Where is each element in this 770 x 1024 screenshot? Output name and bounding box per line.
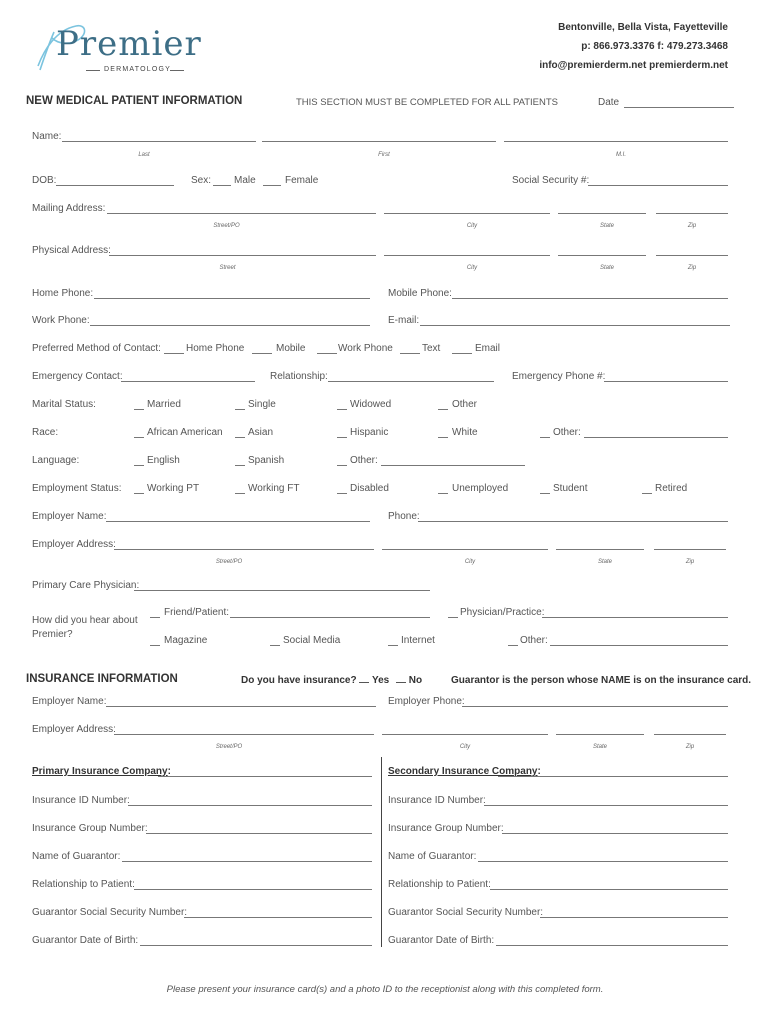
logo-tagline-rule-right	[170, 70, 184, 71]
ins-employer-zip-field[interactable]	[654, 734, 726, 735]
sex-male-label: Male	[234, 175, 256, 186]
contact-web: info@premierderm.net premierderm.net	[539, 60, 728, 71]
physical-zip-caption: Zip	[687, 265, 697, 271]
primary-guarantor-name-label: Name of Guarantor:	[32, 851, 121, 862]
hispanic-label: Hispanic	[350, 427, 389, 438]
language-other-field[interactable]	[381, 465, 525, 466]
work-phone-label: Work Phone:	[32, 315, 90, 326]
secondary-guarantor-ssn-label: Guarantor Social Security Number:	[388, 907, 544, 918]
contact-locations: Bentonville, Bella Vista, Fayetteville	[558, 22, 728, 33]
primary-group-label: Insurance Group Number:	[32, 823, 148, 834]
friend-label: Friend/Patient:	[164, 607, 230, 618]
marital-other-label: Other	[452, 399, 478, 410]
secondary-guarantor-ssn-field[interactable]	[540, 917, 728, 918]
pref-home-blank[interactable]	[164, 353, 184, 354]
mailing-state-caption: State	[599, 223, 614, 229]
sex-female-label: Female	[285, 175, 319, 186]
employer-address-label: Employer Address:	[32, 539, 116, 550]
ins-employer-name-label: Employer Name:	[32, 696, 107, 707]
ins-employer-street-field[interactable]	[114, 734, 374, 735]
physician-label: Physician/Practice:	[460, 607, 545, 618]
pref-text-blank[interactable]	[400, 353, 420, 354]
relationship-field[interactable]	[328, 381, 494, 382]
physical-zip-field[interactable]	[656, 255, 728, 256]
date-label: Date	[598, 97, 620, 108]
employer-phone-field[interactable]	[418, 521, 728, 522]
employer-state-field[interactable]	[556, 549, 644, 550]
logo-wordmark: Premier	[56, 24, 202, 64]
contact-phones: p: 866.973.3376 f: 479.273.3468	[581, 41, 728, 52]
pref-mobile-blank[interactable]	[252, 353, 272, 354]
emergency-phone-label: Emergency Phone #:	[512, 371, 606, 382]
physical-city-caption: City	[466, 265, 478, 271]
work-phone-field[interactable]	[90, 325, 370, 326]
african-american-label: African American	[147, 427, 223, 438]
mailing-street-caption: Street/PO	[213, 223, 240, 229]
working-pt-label: Working PT	[147, 483, 200, 494]
ins-employer-phone-field[interactable]	[462, 706, 728, 707]
spanish-label: Spanish	[248, 455, 285, 466]
footer-note: Please present your insurance card(s) and a photo ID to the receptionist along with this completed form.	[166, 984, 604, 995]
english-label: English	[147, 455, 180, 466]
secondary-guarantor-dob-field[interactable]	[496, 945, 728, 946]
primary-id-label: Insurance ID Number:	[32, 795, 130, 806]
emergency-contact-field[interactable]	[121, 381, 255, 382]
white-blank[interactable]	[438, 437, 448, 438]
ins-employer-city-field[interactable]	[382, 734, 548, 735]
primary-insurance-field[interactable]	[158, 776, 372, 777]
student-blank[interactable]	[540, 493, 550, 494]
physical-state-field[interactable]	[558, 255, 646, 256]
hear-other-blank[interactable]	[508, 645, 518, 646]
emergency-phone-field[interactable]	[604, 381, 728, 382]
email-field[interactable]	[420, 325, 730, 326]
employment-status-label: Employment Status:	[32, 483, 122, 494]
physical-state-caption: State	[599, 265, 614, 271]
first-name-field[interactable]	[262, 141, 496, 142]
friend-field[interactable]	[230, 617, 430, 618]
mailing-state-field[interactable]	[558, 213, 646, 214]
working-ft-blank[interactable]	[235, 493, 245, 494]
primary-guarantor-ssn-label: Guarantor Social Security Number:	[32, 907, 188, 918]
physical-address-label: Physical Address:	[32, 245, 111, 256]
secondary-guarantor-name-label: Name of Guarantor:	[388, 851, 477, 862]
race-label: Race:	[32, 427, 59, 438]
how-heard-label-line1: How did you hear about	[32, 615, 138, 626]
retired-blank[interactable]	[642, 493, 652, 494]
student-label: Student	[553, 483, 588, 494]
primary-relationship-label: Relationship to Patient:	[32, 879, 135, 890]
working-pt-blank[interactable]	[134, 493, 144, 494]
insurance-column-divider	[381, 757, 382, 947]
employer-phone-label: Phone:	[388, 511, 420, 522]
secondary-group-field[interactable]	[502, 833, 728, 834]
physical-city-field[interactable]	[384, 255, 550, 256]
mobile-phone-label: Mobile Phone:	[388, 288, 452, 299]
secondary-group-label: Insurance Group Number:	[388, 823, 504, 834]
name-label: Name:	[32, 131, 62, 142]
insurance-question-text: Do you have insurance?	[241, 675, 357, 686]
sex-label: Sex:	[191, 175, 212, 186]
primary-relationship-field[interactable]	[134, 889, 372, 890]
employer-zip-field[interactable]	[654, 549, 726, 550]
asian-blank[interactable]	[235, 437, 245, 438]
ins-employer-state-field[interactable]	[556, 734, 644, 735]
secondary-colon: :	[537, 766, 541, 777]
race-other-label: Other:	[553, 427, 581, 438]
language-other-blank[interactable]	[337, 465, 347, 466]
internet-label: Internet	[401, 635, 435, 646]
employer-city-caption: City	[464, 559, 476, 565]
physician-field[interactable]	[542, 617, 728, 618]
home-phone-field[interactable]	[94, 298, 370, 299]
internet-blank[interactable]	[388, 645, 398, 646]
secondary-guarantor-dob-label: Guarantor Date of Birth:	[388, 935, 495, 946]
race-other-field[interactable]	[584, 437, 728, 438]
pcp-label: Primary Care Physician:	[32, 580, 140, 591]
widowed-label: Widowed	[350, 399, 392, 410]
social-media-label: Social Media	[283, 635, 341, 646]
primary-guarantor-ssn-field[interactable]	[184, 917, 372, 918]
primary-guarantor-dob-field[interactable]	[140, 945, 372, 946]
primary-group-field[interactable]	[146, 833, 372, 834]
ssn-field[interactable]	[588, 185, 728, 186]
employer-name-field[interactable]	[106, 521, 370, 522]
hispanic-blank[interactable]	[337, 437, 347, 438]
guarantor-note: Guarantor is the person whose NAME is on the insurance card.	[451, 675, 752, 686]
insurance-no-label: No	[408, 675, 423, 686]
mi-caption: M.I.	[616, 152, 626, 158]
marital-other-blank[interactable]	[438, 409, 448, 410]
section-title-insurance: INSURANCE INFORMATION	[26, 673, 178, 685]
language-label: Language:	[32, 455, 80, 466]
marital-status-label: Marital Status:	[32, 399, 96, 410]
employer-street-field[interactable]	[114, 549, 374, 550]
white-label: White	[452, 427, 478, 438]
spanish-blank[interactable]	[235, 465, 245, 466]
mailing-street-field[interactable]	[107, 213, 376, 214]
married-label: Married	[147, 399, 181, 410]
preferred-contact-label: Preferred Method of Contact:	[32, 343, 161, 354]
pref-email-label: Email	[475, 343, 501, 354]
email-label: E-mail:	[388, 315, 420, 326]
mailing-zip-field[interactable]	[656, 213, 728, 214]
pcp-field[interactable]	[134, 590, 430, 591]
disabled-blank[interactable]	[337, 493, 347, 494]
asian-label: Asian	[248, 427, 274, 438]
insurance-no-blank[interactable]	[396, 682, 406, 683]
pref-text-label: Text	[422, 343, 441, 354]
section-title-new-patient: NEW MEDICAL PATIENT INFORMATION	[26, 95, 243, 107]
social-media-blank[interactable]	[270, 645, 280, 646]
primary-colon: :	[167, 766, 171, 777]
ins-employer-address-label: Employer Address:	[32, 724, 116, 735]
sex-female-blank[interactable]	[263, 185, 281, 186]
first-caption: First	[378, 152, 390, 158]
working-ft-label: Working FT	[248, 483, 300, 494]
logo-tagline: DERMATOLOGY	[104, 66, 172, 73]
secondary-relationship-field[interactable]	[490, 889, 728, 890]
ins-employer-zip-caption: Zip	[685, 744, 695, 750]
mailing-address-label: Mailing Address:	[32, 203, 106, 214]
middle-initial-field[interactable]	[504, 141, 728, 142]
ssn-label: Social Security #:	[512, 175, 590, 186]
section-note: THIS SECTION MUST BE COMPLETED FOR ALL PATIENTS	[296, 97, 558, 108]
dob-label: DOB:	[32, 175, 57, 186]
employer-zip-caption: Zip	[685, 559, 695, 565]
ins-employer-name-field[interactable]	[106, 706, 376, 707]
secondary-relationship-label: Relationship to Patient:	[388, 879, 491, 890]
magazine-label: Magazine	[164, 635, 208, 646]
disabled-label: Disabled	[350, 483, 389, 494]
insurance-yes-label: Yes	[371, 675, 390, 686]
primary-insurance-text: Primary Insurance Company	[32, 766, 168, 777]
secondary-id-field[interactable]	[484, 805, 728, 806]
ins-employer-phone-label: Employer Phone:	[388, 696, 465, 707]
employer-city-field[interactable]	[382, 549, 548, 550]
insurance-yes-blank[interactable]	[359, 682, 369, 683]
widowed-blank[interactable]	[337, 409, 347, 410]
home-phone-label: Home Phone:	[32, 288, 94, 299]
mailing-city-caption: City	[466, 223, 478, 229]
hear-other-field[interactable]	[550, 645, 728, 646]
married-blank[interactable]	[134, 409, 144, 410]
single-blank[interactable]	[235, 409, 245, 410]
mailing-zip-caption: Zip	[687, 223, 697, 229]
last-name-field[interactable]	[62, 141, 256, 142]
logo-tagline-rule-left	[86, 70, 100, 71]
secondary-insurance-field[interactable]	[498, 776, 728, 777]
race-other-blank[interactable]	[540, 437, 550, 438]
magazine-blank[interactable]	[150, 645, 160, 646]
physical-street-caption: Street	[219, 265, 236, 271]
relationship-label: Relationship:	[270, 371, 328, 382]
secondary-id-label: Insurance ID Number:	[388, 795, 486, 806]
retired-label: Retired	[655, 483, 688, 494]
primary-guarantor-dob-label: Guarantor Date of Birth:	[32, 935, 139, 946]
english-blank[interactable]	[134, 465, 144, 466]
how-heard-label-line2: Premier?	[32, 629, 73, 640]
pref-mobile-label: Mobile	[276, 343, 306, 354]
dob-field[interactable]	[56, 185, 174, 186]
physician-blank[interactable]	[448, 617, 458, 618]
last-caption: Last	[138, 152, 150, 158]
single-label: Single	[248, 399, 276, 410]
friend-blank[interactable]	[150, 617, 160, 618]
mailing-city-field[interactable]	[384, 213, 550, 214]
employer-street-caption: Street/PO	[215, 559, 243, 565]
insurance-question	[241, 675, 422, 686]
sex-male-blank[interactable]	[213, 185, 231, 186]
primary-insurance-label	[32, 766, 171, 777]
employer-state-caption: State	[597, 559, 612, 565]
ins-employer-city-caption: City	[459, 744, 471, 750]
pref-home-label: Home Phone	[186, 343, 245, 354]
unemployed-label: Unemployed	[452, 483, 509, 494]
pref-work-label: Work Phone	[338, 343, 393, 354]
primary-guarantor-name-field[interactable]	[122, 861, 372, 862]
ins-employer-state-caption: State	[592, 744, 607, 750]
secondary-guarantor-name-field[interactable]	[478, 861, 728, 862]
pref-email-blank[interactable]	[452, 353, 472, 354]
physical-street-field[interactable]	[109, 255, 376, 256]
pref-work-blank[interactable]	[317, 353, 337, 354]
unemployed-blank[interactable]	[438, 493, 448, 494]
emergency-contact-label: Emergency Contact:	[32, 371, 123, 382]
african-american-blank[interactable]	[134, 437, 144, 438]
primary-id-field[interactable]	[128, 805, 372, 806]
mobile-phone-field[interactable]	[452, 298, 728, 299]
ins-employer-street-caption: Street/PO	[215, 744, 243, 750]
hear-other-label: Other:	[520, 635, 548, 646]
employer-name-label: Employer Name:	[32, 511, 107, 522]
date-field[interactable]	[624, 107, 734, 108]
language-other-label: Other:	[350, 455, 378, 466]
secondary-insurance-text: Secondary Insurance Company	[388, 766, 538, 777]
